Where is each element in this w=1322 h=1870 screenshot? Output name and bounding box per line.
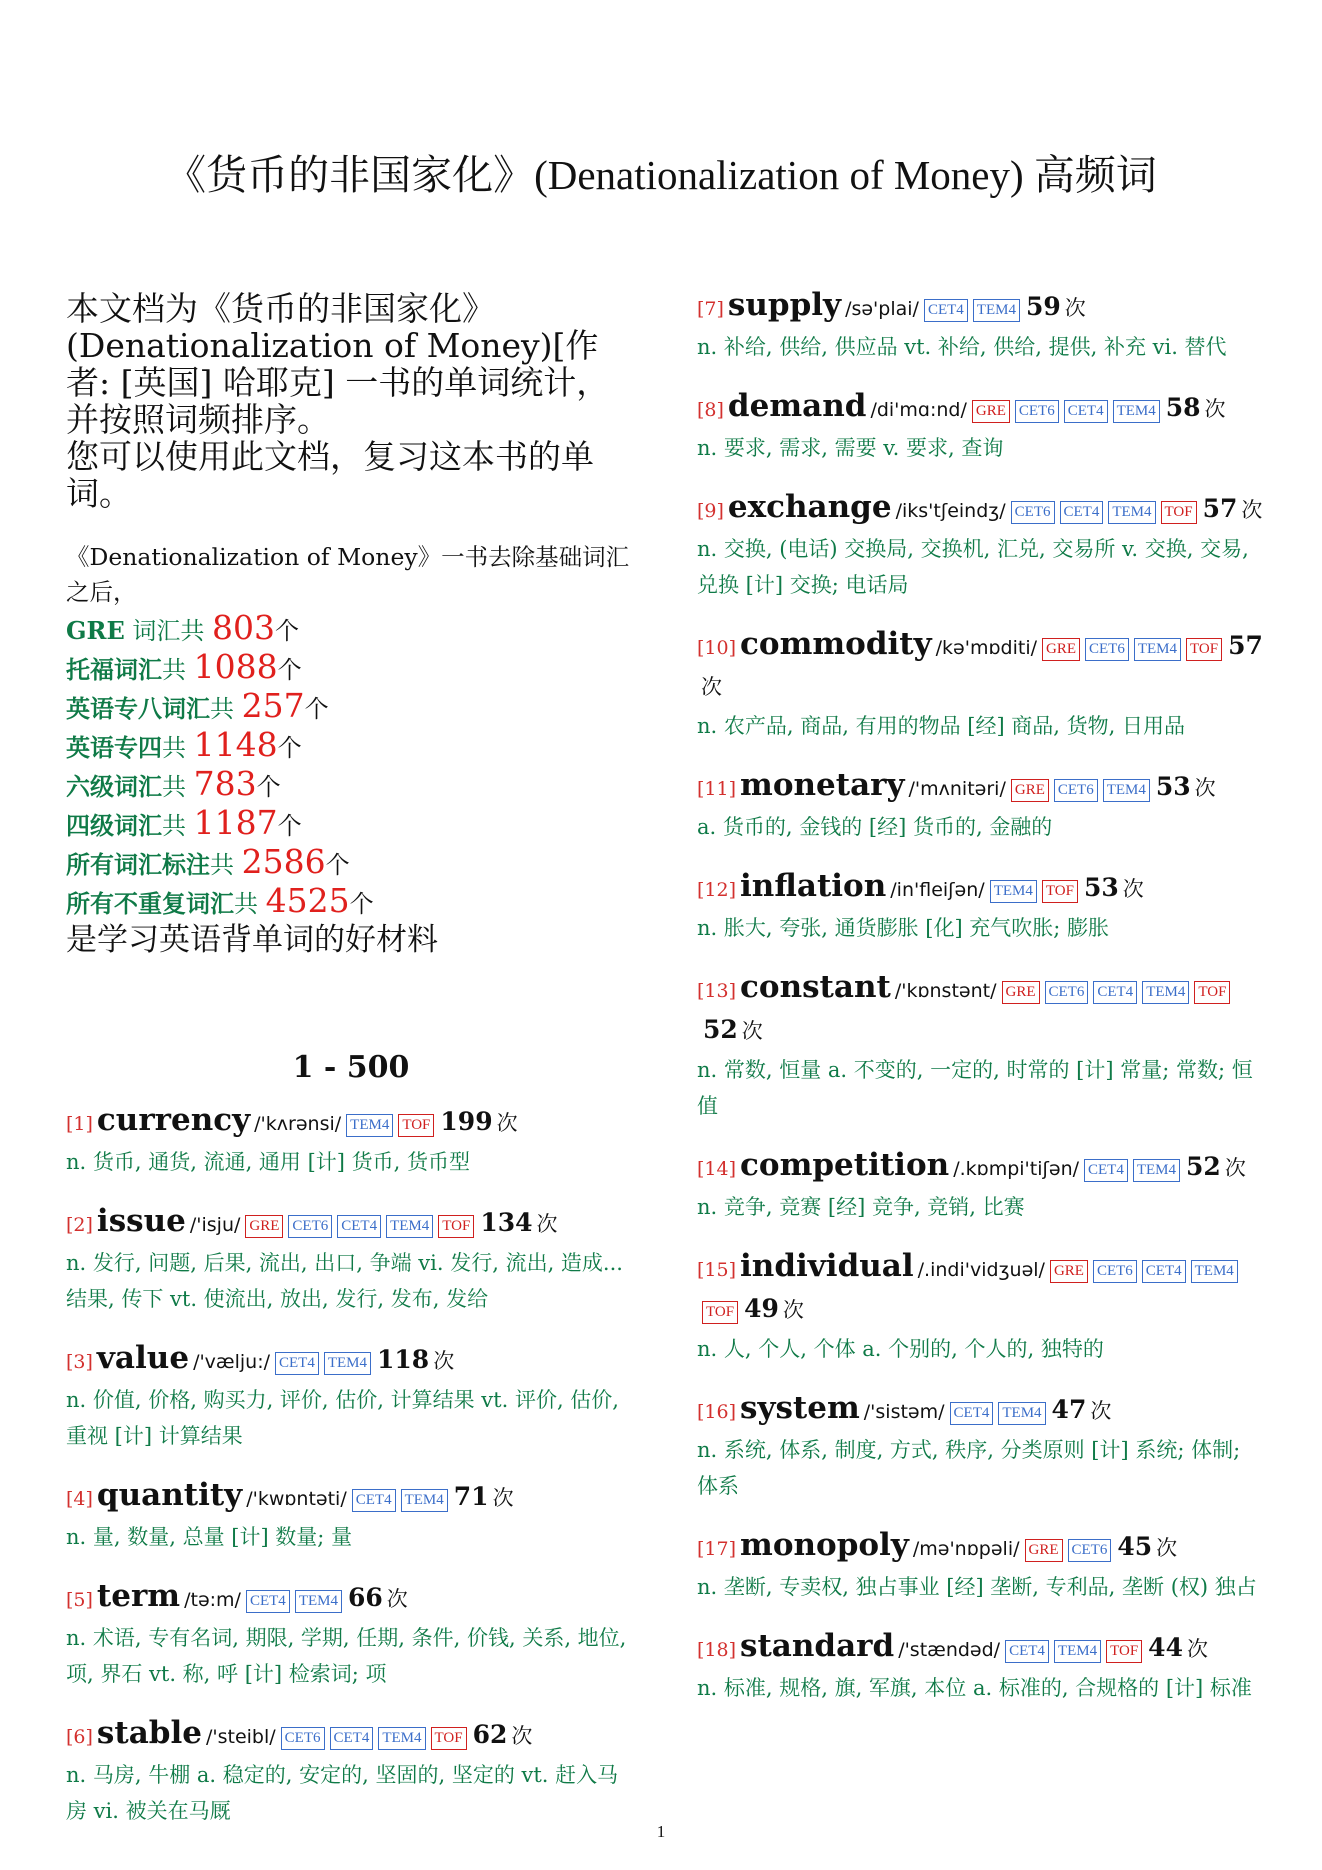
entry-definition: n. 标准, 规格, 旗, 军旗, 本位 a. 标准的, 合规格的 [计] 标准 — [697, 1676, 1252, 1700]
stat-line — [66, 883, 636, 922]
entry-head — [697, 968, 1267, 1052]
entries-left — [66, 1101, 636, 1829]
stat-unit: 个 — [277, 656, 302, 684]
entry-count: 57 — [1228, 631, 1263, 660]
entry-word: quantity — [96, 1477, 243, 1513]
entry-index: [9] — [697, 500, 724, 522]
entry-head — [66, 1476, 636, 1519]
stat-label: 托福词汇 — [66, 655, 162, 684]
entry-head — [697, 1627, 1267, 1670]
exam-tag-tem4: TEM4 — [973, 299, 1020, 322]
entry-count: 58 — [1165, 393, 1201, 422]
stat-label: 所有不重复词汇 — [66, 889, 234, 918]
entry-count: 53 — [1155, 772, 1191, 801]
exam-tag-tem4: TEM4 — [1134, 638, 1181, 661]
entry-head — [697, 1526, 1267, 1569]
exam-tag-cet4: CET4 — [950, 1402, 994, 1425]
count-unit: 次 — [536, 1212, 558, 1236]
exam-tag-tem4: TEM4 — [1133, 1159, 1180, 1182]
entry-word: term — [96, 1578, 181, 1614]
entry-word: individual — [740, 1248, 914, 1284]
stat-mid: 共 — [162, 773, 194, 801]
count-unit: 次 — [1090, 1399, 1112, 1423]
count-unit: 次 — [741, 1019, 763, 1043]
exam-tag-tof: TOF — [438, 1215, 474, 1238]
entry-index: [13] — [697, 980, 737, 1002]
count-unit: 次 — [496, 1111, 518, 1135]
entry-phonetic: /sə'plai/ — [845, 298, 919, 320]
count-unit: 次 — [1224, 1156, 1246, 1180]
page-title: 《货币的非国家化》(Denationalization of Money) 高频词 — [165, 152, 1157, 198]
entry-count: 57 — [1202, 494, 1238, 523]
exam-tag-tof: TOF — [398, 1114, 434, 1137]
stat-unit: 个 — [304, 695, 329, 723]
entry-definition: n. 要求, 需求, 需要 v. 要求, 查询 — [697, 436, 1004, 460]
entry-index: [16] — [697, 1401, 737, 1423]
stat-line — [66, 805, 636, 844]
entries-right — [697, 286, 1267, 1706]
exam-tag-cet4: CET4 — [1093, 981, 1137, 1004]
entry-phonetic: /'steibl/ — [205, 1726, 276, 1748]
entry-phonetic: /.kɒmpi'tiʃən/ — [953, 1158, 1080, 1180]
stat-value: 803 — [212, 608, 275, 647]
entry-head — [697, 867, 1267, 910]
entry-phonetic: /in'fleiʃən/ — [890, 879, 985, 901]
stat-unit: 个 — [277, 734, 302, 762]
entry-count: 199 — [440, 1107, 493, 1136]
entry-word: demand — [727, 388, 867, 424]
exam-tag-gre: GRE — [1050, 1260, 1088, 1283]
stat-label: 英语专八词汇 — [66, 694, 210, 723]
exam-tag-cet4: CET4 — [1005, 1640, 1049, 1663]
stat-value: 257 — [241, 686, 305, 725]
entry-word: commodity — [740, 626, 932, 662]
intro-paragraph: 本文档为《货币的非国家化》(Denationalization of Money)[作者: [英国] 哈耶克] 一书的单词统计，并按照词频排序。 — [66, 289, 610, 439]
entry-phonetic: /tə:m/ — [184, 1589, 241, 1611]
entry-count: 71 — [453, 1482, 489, 1511]
stat-value: 1148 — [193, 725, 278, 764]
stat-line — [66, 727, 636, 766]
word-entry — [66, 1476, 636, 1555]
entry-definition: n. 量, 数量, 总量 [计] 数量; 量 — [66, 1525, 353, 1549]
entry-phonetic: /iks'tʃeindʒ/ — [895, 500, 1006, 522]
entry-count: 52 — [703, 1015, 738, 1044]
entry-index: [17] — [697, 1538, 737, 1560]
entry-count: 59 — [1025, 292, 1061, 321]
entry-phonetic: /'sistəm/ — [863, 1401, 945, 1423]
word-entry — [697, 1526, 1267, 1605]
page-number: 1 — [656, 1822, 666, 1841]
entry-count: 134 — [480, 1208, 533, 1237]
exam-tag-cet6: CET6 — [1068, 1539, 1112, 1562]
entry-head — [66, 1577, 636, 1620]
exam-tag-tof: TOF — [1186, 638, 1222, 661]
entry-word: system — [740, 1390, 860, 1426]
stat-value: 4525 — [265, 881, 350, 920]
exam-tag-tem4: TEM4 — [1142, 981, 1189, 1004]
stat-mid: 共 — [162, 656, 194, 684]
exam-tag-cet6: CET6 — [1011, 501, 1055, 524]
exam-tag-tof: TOF — [1194, 981, 1230, 1004]
count-unit: 次 — [1186, 1637, 1208, 1661]
entry-word: value — [96, 1340, 190, 1376]
exam-tag-tem4: TEM4 — [998, 1402, 1045, 1425]
entry-word: exchange — [727, 489, 892, 525]
exam-tag-tem4: TEM4 — [1113, 400, 1160, 423]
exam-tag-cet6: CET6 — [1045, 981, 1089, 1004]
exam-tag-cet6: CET6 — [1085, 638, 1129, 661]
count-unit: 次 — [386, 1587, 408, 1611]
entry-head — [697, 488, 1267, 531]
entry-definition: n. 农产品, 商品, 有用的物品 [经] 商品, 货物, 日用品 — [697, 714, 1186, 738]
entry-count: 118 — [377, 1345, 430, 1374]
entry-phonetic: /kə'mɒditi/ — [935, 637, 1037, 659]
exam-tag-cet4: CET4 — [924, 299, 968, 322]
entry-definition: n. 马房, 牛棚 a. 稳定的, 安定的, 坚固的, 坚定的 vt. 赶入马房 vi. 被关在马厩 — [66, 1763, 619, 1823]
count-unit: 次 — [1194, 776, 1216, 800]
exam-tag-gre: GRE — [245, 1215, 283, 1238]
count-unit: 次 — [1241, 498, 1263, 522]
exam-tag-gre: GRE — [972, 400, 1010, 423]
stat-mid: 共 — [210, 851, 242, 879]
intro-paragraph-2: 您可以使用此文档，复习这本书的单词。 — [66, 437, 594, 513]
entry-word: supply — [727, 287, 842, 323]
entry-head — [66, 1202, 636, 1245]
entry-word: inflation — [740, 868, 887, 904]
exam-tag-cet6: CET6 — [1093, 1260, 1137, 1283]
stat-unit: 个 — [325, 851, 350, 879]
exam-tag-tof: TOF — [1161, 501, 1197, 524]
entry-head — [697, 1247, 1267, 1331]
exam-tag-tem4: TEM4 — [1103, 779, 1150, 802]
exam-tag-cet4: CET4 — [352, 1489, 396, 1512]
stat-value: 2586 — [241, 842, 326, 881]
entry-index: [14] — [697, 1158, 737, 1180]
stat-label: GRE — [66, 616, 125, 645]
entry-count: 66 — [347, 1583, 383, 1612]
word-entry — [66, 1714, 636, 1829]
entry-count: 62 — [472, 1720, 508, 1749]
stat-mid: 共 — [162, 734, 194, 762]
entry-head — [697, 625, 1267, 708]
exam-tag-cet4: CET4 — [246, 1590, 290, 1613]
entry-word: stable — [96, 1715, 202, 1751]
exam-tag-cet6: CET6 — [1054, 779, 1098, 802]
entry-definition: n. 交换, (电话) 交换局, 交换机, 汇兑, 交易所 v. 交换, 交易, 兑换 [计] 交换; 电话局 — [697, 537, 1249, 597]
entry-index: [2] — [66, 1214, 93, 1236]
exam-tag-gre: GRE — [1042, 638, 1080, 661]
stat-line — [66, 688, 636, 727]
entry-index: [3] — [66, 1351, 93, 1373]
exam-tag-tem4: TEM4 — [295, 1590, 342, 1613]
exam-tag-tem4: TEM4 — [386, 1215, 433, 1238]
word-entry — [66, 1339, 636, 1454]
exam-tag-cet4: CET4 — [1084, 1159, 1128, 1182]
entry-head — [66, 1101, 636, 1144]
entry-head — [697, 387, 1267, 430]
stat-unit: 个 — [256, 773, 281, 801]
exam-tag-cet4: CET4 — [337, 1215, 381, 1238]
exam-tag-cet4: CET4 — [1142, 1260, 1186, 1283]
entry-head — [697, 286, 1267, 329]
entry-phonetic: /'stændəd/ — [898, 1639, 1001, 1661]
entry-definition: n. 补给, 供给, 供应品 vt. 补给, 供给, 提供, 补充 vi. 替代 — [697, 335, 1227, 359]
entry-word: competition — [740, 1147, 950, 1183]
exam-tag-tof: TOF — [702, 1301, 738, 1324]
exam-tag-tof: TOF — [1106, 1640, 1142, 1663]
exam-tag-cet4: CET4 — [1064, 400, 1108, 423]
word-entry — [697, 766, 1267, 845]
stat-unit: 个 — [275, 617, 299, 645]
word-entry — [697, 1146, 1267, 1225]
word-entry — [697, 387, 1267, 466]
entry-phonetic: /'kʌrənsi/ — [254, 1113, 342, 1135]
exam-tag-tem4: TEM4 — [346, 1114, 393, 1137]
entry-index: [10] — [697, 637, 737, 659]
exam-tag-gre: GRE — [1025, 1539, 1063, 1562]
stat-unit: 个 — [349, 890, 374, 918]
stat-mid: 共 — [234, 890, 266, 918]
entry-definition: a. 货币的, 金钱的 [经] 货币的, 金融的 — [697, 815, 1053, 839]
stat-mid: 词汇共 — [124, 617, 212, 645]
entry-word: monetary — [740, 767, 905, 803]
entry-definition: n. 价值, 价格, 购买力, 评价, 估价, 计算结果 vt. 评价, 估价, 重视 [计] 计算结果 — [66, 1388, 619, 1448]
count-unit: 次 — [492, 1486, 514, 1510]
entry-head — [697, 1146, 1267, 1189]
range-heading: 1 - 500 — [292, 1050, 410, 1085]
entry-count: 49 — [744, 1294, 779, 1323]
stat-label: 所有词汇标注 — [66, 850, 210, 879]
exam-tag-tem4: TEM4 — [1191, 1260, 1238, 1283]
left-column — [66, 290, 636, 1851]
stat-line — [66, 649, 636, 688]
entry-phonetic: /'vælju:/ — [193, 1351, 270, 1373]
entry-index: [1] — [66, 1113, 93, 1135]
stat-value: 783 — [193, 764, 257, 803]
word-entry — [697, 968, 1267, 1124]
count-unit: 次 — [433, 1349, 455, 1373]
stat-unit: 个 — [277, 812, 302, 840]
word-entry — [66, 1101, 636, 1180]
entry-index: [18] — [697, 1639, 737, 1661]
closing-line: 是学习英语背单词的好材料 — [66, 922, 438, 958]
entry-index: [8] — [697, 399, 724, 421]
exam-tag-tem4: TEM4 — [324, 1352, 371, 1375]
entry-head — [66, 1714, 636, 1757]
entry-head — [697, 766, 1267, 809]
entry-index: [6] — [66, 1726, 93, 1748]
word-entry — [66, 1202, 636, 1317]
stats-intro: 《Denationalization of Money》一书去除基础词汇之后， — [66, 543, 630, 606]
entry-definition: n. 常数, 恒量 a. 不变的, 一定的, 时常的 [计] 常量; 常数; 恒值 — [697, 1058, 1253, 1118]
exam-tag-cet4: CET4 — [275, 1352, 319, 1375]
entry-definition: n. 术语, 专有名词, 期限, 学期, 任期, 条件, 价钱, 关系, 地位, 项, 界石 vt. 称, 呼 [计] 检索词; 项 — [66, 1626, 627, 1686]
word-entry — [697, 488, 1267, 603]
count-unit: 次 — [701, 675, 722, 699]
exam-tag-tem4: TEM4 — [1054, 1640, 1101, 1663]
stat-value: 1187 — [193, 803, 278, 842]
stat-mid: 共 — [162, 812, 194, 840]
stat-line — [66, 610, 636, 649]
entry-phonetic: /.indi'vidʒuəl/ — [917, 1259, 1045, 1281]
entry-phonetic: /'isju/ — [189, 1214, 241, 1236]
exam-tag-cet4: CET4 — [330, 1727, 374, 1750]
entry-definition: n. 垄断, 专卖权, 独占事业 [经] 垄断, 专利品, 垄断 (权) 独占 — [697, 1575, 1257, 1599]
exam-tag-tem4: TEM4 — [990, 880, 1037, 903]
word-entry — [697, 1627, 1267, 1706]
entry-phonetic: /'mʌnitəri/ — [908, 778, 1006, 800]
stat-value: 1088 — [193, 647, 278, 686]
exam-tag-tof: TOF — [1042, 880, 1078, 903]
entry-head — [66, 1339, 636, 1382]
word-entry — [697, 867, 1267, 946]
entry-count: 44 — [1148, 1633, 1183, 1662]
stat-line — [66, 766, 636, 805]
word-entry — [697, 1247, 1267, 1367]
right-column — [697, 286, 1267, 1728]
exam-tag-gre: GRE — [1011, 779, 1049, 802]
entry-count: 45 — [1117, 1532, 1153, 1561]
entry-count: 47 — [1051, 1395, 1087, 1424]
exam-tag-tem4: TEM4 — [401, 1489, 448, 1512]
word-entry — [697, 286, 1267, 365]
stats-list — [66, 610, 636, 922]
entry-head — [697, 1389, 1267, 1432]
stat-label: 英语专四 — [66, 733, 162, 762]
exam-tag-cet4: CET4 — [1060, 501, 1104, 524]
count-unit: 次 — [1064, 296, 1086, 320]
exam-tag-tem4: TEM4 — [378, 1727, 425, 1750]
exam-tag-cet6: CET6 — [281, 1727, 325, 1750]
exam-tag-gre: GRE — [1002, 981, 1040, 1004]
entry-index: [4] — [66, 1488, 93, 1510]
entry-count: 53 — [1083, 873, 1119, 902]
word-entry — [697, 625, 1267, 744]
entry-index: [7] — [697, 298, 724, 320]
exam-tag-cet6: CET6 — [1015, 400, 1059, 423]
entry-word: issue — [96, 1203, 186, 1239]
entry-definition: n. 人, 个人, 个体 a. 个别的, 个人的, 独特的 — [697, 1337, 1104, 1361]
entry-index: [12] — [697, 879, 737, 901]
stat-mid: 共 — [210, 695, 242, 723]
entry-definition: n. 胀大, 夸张, 通货膨胀 [化] 充气吹胀; 膨胀 — [697, 916, 1110, 940]
entry-definition: n. 系统, 体系, 制度, 方式, 秩序, 分类原则 [计] 系统; 体制; 体系 — [697, 1438, 1241, 1498]
entry-index: [5] — [66, 1589, 93, 1611]
entry-word: standard — [740, 1628, 895, 1664]
count-unit: 次 — [782, 1298, 804, 1322]
entry-count: 52 — [1186, 1152, 1221, 1181]
stats-block — [66, 540, 636, 958]
stat-line — [66, 844, 636, 883]
entry-index: [11] — [697, 778, 737, 800]
entry-index: [15] — [697, 1259, 737, 1281]
count-unit: 次 — [511, 1724, 533, 1748]
entry-phonetic: /di'mɑ:nd/ — [870, 399, 967, 421]
entry-phonetic: /mə'nɒpəli/ — [912, 1538, 1020, 1560]
stat-label: 六级词汇 — [66, 772, 162, 801]
exam-tag-tof: TOF — [431, 1727, 467, 1750]
entry-word: monopoly — [740, 1527, 909, 1563]
stat-label: 四级词汇 — [66, 811, 162, 840]
word-entry — [66, 1577, 636, 1692]
entry-phonetic: /'kɒnstənt/ — [894, 980, 997, 1002]
exam-tag-tem4: TEM4 — [1108, 501, 1155, 524]
entry-definition: n. 发行, 问题, 后果, 流出, 出口, 争端 vi. 发行, 流出, 造成... 结果, 传下 vt. 使流出, 放出, 发行, 发布, 发给 — [66, 1251, 623, 1311]
entry-word: currency — [96, 1102, 251, 1138]
exam-tag-cet6: CET6 — [288, 1215, 332, 1238]
word-entry — [697, 1389, 1267, 1504]
count-unit: 次 — [1204, 397, 1226, 421]
entry-word: constant — [740, 969, 891, 1005]
entry-definition: n. 竞争, 竞赛 [经] 竞争, 竞销, 比赛 — [697, 1195, 1025, 1219]
count-unit: 次 — [1156, 1536, 1178, 1560]
entry-phonetic: /'kwɒntəti/ — [246, 1488, 347, 1510]
count-unit: 次 — [1122, 877, 1144, 901]
entry-definition: n. 货币, 通货, 流通, 通用 [计] 货币, 货币型 — [66, 1150, 471, 1174]
